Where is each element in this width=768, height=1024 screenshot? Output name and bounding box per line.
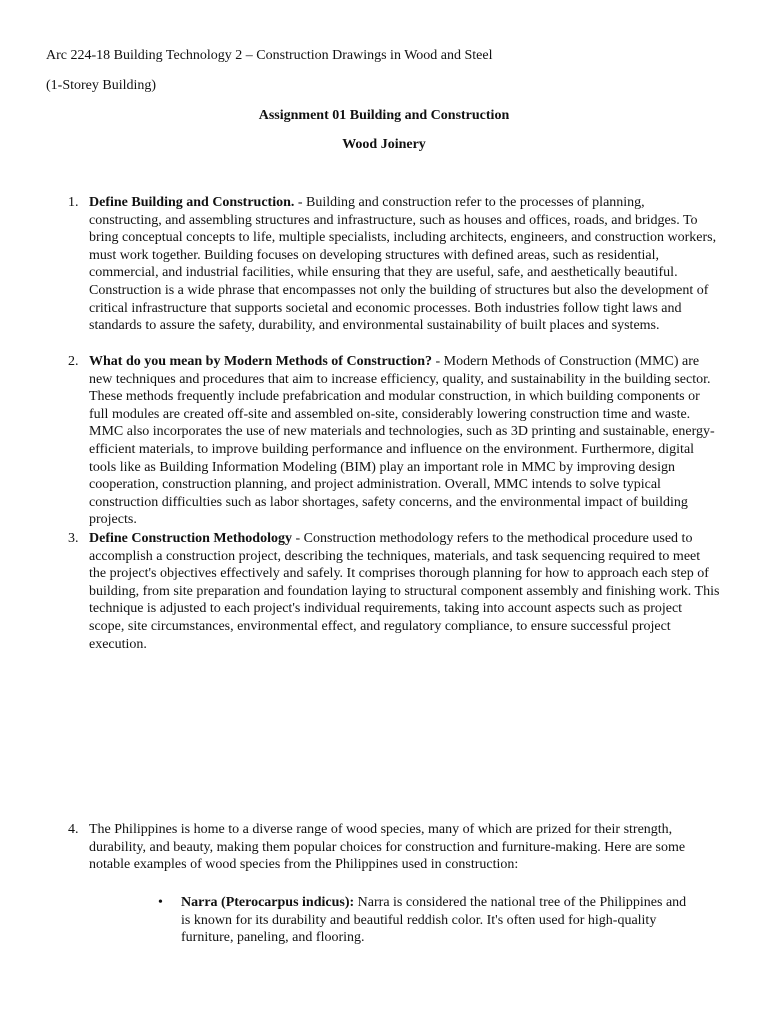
bullet-term: Narra (Pterocarpus indicus): [181, 895, 355, 910]
item-text: - Building and construction refer to the processes of planning, constructing, and assembling structures and infrastructure, such as houses and offices, roads, and bridges. To bring conceptual concepts to life, multiple specialists, including architects, engineers, and construction workers, must work together. Building focuses on developing structures with defined areas, such as residential, commercial, and industrial facilities, while ensuring that they are useful, safe, and aesthetically beautiful. Construction is a wide phrase that encompasses not only the building of structures but also the development of critical infrastructure that supports societal and economic processes. Both industries follow tight laws and standards to assure the safety, durability, and environmental sustainability of built places and systems. [89, 195, 717, 334]
item-text: - Construction methodology refers to the methodical procedure used to accomplish a construction project, describing the techniques, materials, and task sequencing required to meet the project's objectives effectively and safely. It comprises thorough planning for how to approach each step of building, from site preparation and foundation laying to structural component assembly and finishing work. This technique is adjusted to each project's individual requirements, taking into account aspects such as project scope, site circumstances, environmental effect, and regulatory compliance, to ensure successful project execution. [89, 531, 720, 652]
bullet-body [181, 894, 698, 947]
item-text: - Modern Methods of Construction (MMC) are new techniques and procedures that aim to increase efficiency, quality, and sustainability in the building sector. These methods frequently include prefabrication and modular construction, in which building components or full modules are created off-site and assembled on-site, considerably lowering construction time and waste. MMC also incorporates the use of new materials and technologies, such as 3D printing and sustainable, energy-efficient materials, to improve building performance and influence on the environment. Furthermore, digital tools like as Building Information Modeling (BIM) play an important role in MMC by improving design cooperation, construction planning, and project administration. Overall, MMC intends to solve typical construction difficulties such as labor shortages, safety concerns, and the environmental impact of building projects. [89, 354, 715, 528]
list-item-body [89, 530, 720, 653]
list-item-1 [68, 194, 720, 335]
assignment-subtitle: Wood Joinery [342, 137, 426, 152]
item-text: The Philippines is home to a diverse range of wood species, many of which are prized for their strength, durability, and beauty, making them popular choices for construction and furniture-making. Here are some notable examples of wood species from the Philippines used in construction: [89, 822, 686, 873]
bullet-item-narra [158, 894, 698, 947]
course-header: Arc 224-18 Building Technology 2 – Construction Drawings in Wood and Steel [46, 48, 493, 63]
list-item-body [89, 194, 720, 335]
bullet-text: Narra is considered the national tree of the Philippines and is known for its durability and beautiful reddish color. It's often used for high-quality furniture, paneling, and flooring. [181, 895, 687, 946]
list-item-body [89, 821, 720, 874]
list-number: 2. [68, 354, 79, 369]
list-item-2 [68, 353, 720, 529]
assignment-title: Assignment 01 Building and Construction [258, 108, 510, 123]
list-number: 1. [68, 195, 79, 210]
item-term: What do you mean by Modern Methods of Construction? [89, 354, 433, 369]
course-subheader: (1-Storey Building) [46, 78, 157, 93]
list-item-4 [68, 821, 720, 874]
list-number: 4. [68, 822, 79, 837]
item-term: Define Building and Construction. [89, 195, 295, 210]
list-number: 3. [68, 531, 79, 546]
list-item-body [89, 353, 720, 529]
bullet-icon: • [158, 895, 163, 910]
item-term: Define Construction Methodology [89, 531, 292, 546]
list-item-3 [68, 530, 720, 653]
